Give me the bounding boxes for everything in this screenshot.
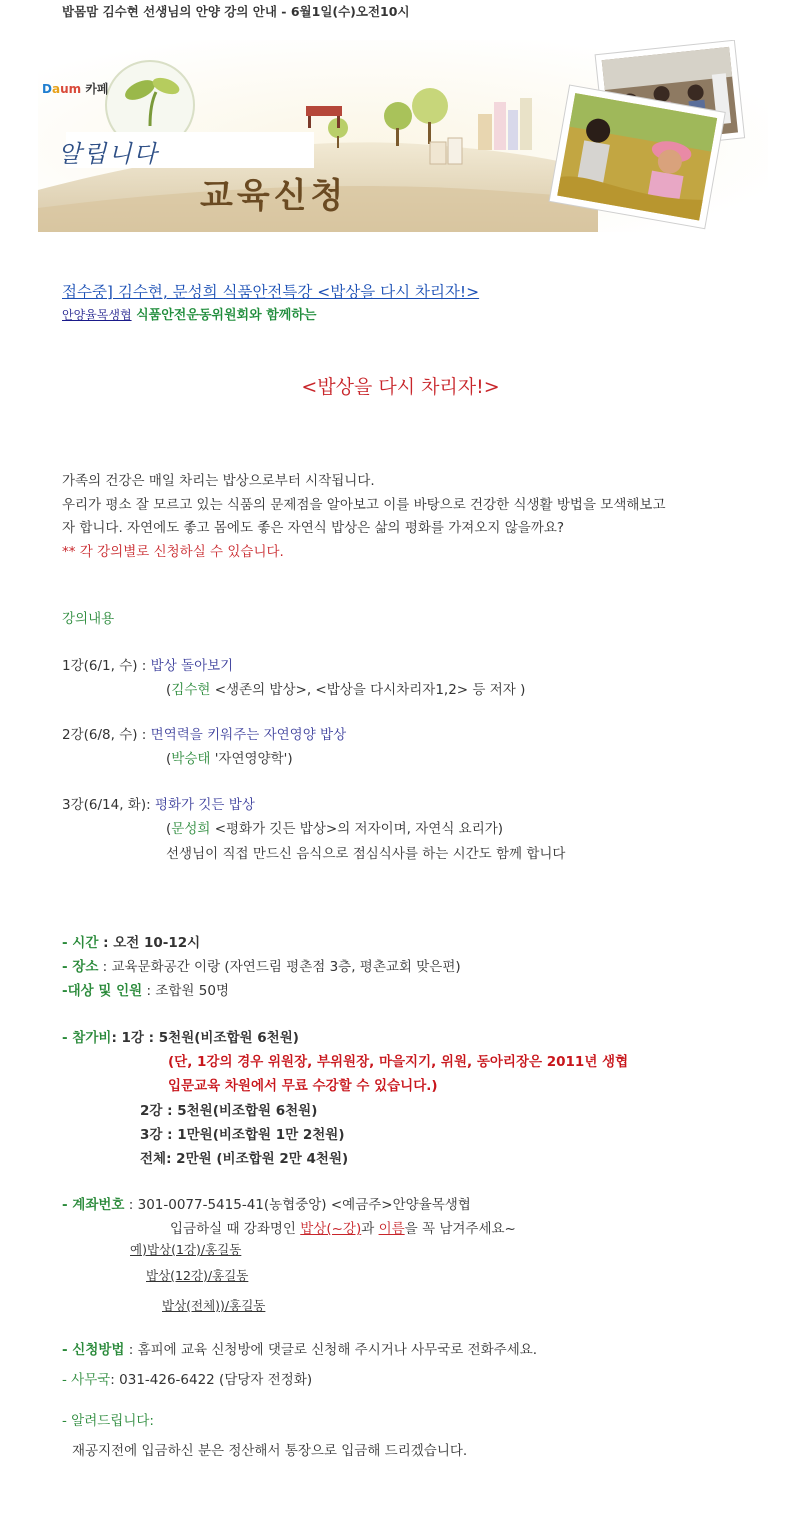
notice-text: 재공지전에 입금하신 분은 정산해서 통장으로 입금해 드리겠습니다. — [72, 1443, 468, 1459]
fee-row-1: - 참가비: 1강 : 5천원(비조합원 6천원) — [62, 1030, 299, 1046]
lecture-1-title: 1강(6/1, 수) : 밥상 돌아보기 — [62, 658, 234, 674]
headline-link[interactable]: 접수중] 김수현, 문성희 식품안전특강 <밥상을 다시 차리자!> — [62, 283, 480, 301]
lecture-3-title: 3강(6/14, 화): 평화가 깃든 밥상 — [62, 797, 255, 813]
lecture-2-speaker: (박승태 '자연영양학') — [166, 751, 293, 767]
office-row: - 사무국: 031-426-6422 (담당자 전정화) — [62, 1372, 313, 1388]
intro-line-2: 우리가 평소 잘 모르고 있는 식품의 문제점을 알아보고 이를 바탕으로 건강한 식생활 방법을 모색해보고 — [62, 497, 666, 513]
subheadline: 안양율목생협 식품안전운동위원회와 함께하는 — [62, 308, 317, 323]
coop-link[interactable]: 안양율목생협 — [62, 308, 132, 322]
lecture-2-title: 2강(6/8, 수) : 면역력을 키워주는 자연영양 밥상 — [62, 727, 347, 743]
lecture-1-speaker: (김수현 <생존의 밥상>, <밥상을 다시차리자1,2> 등 저자 ) — [166, 682, 526, 698]
announce-text: 알립니다 — [58, 140, 159, 168]
lecture-3-extra: 선생님이 직접 만드신 음식으로 점심식사를 하는 시간도 함께 합니다 — [166, 846, 566, 862]
place-row: - 장소 : 교육문화공간 이랑 (자연드림 평촌점 3층, 평촌교회 맞은편) — [62, 959, 461, 975]
target-row: -대상 및 인원 : 조합원 50명 — [62, 983, 229, 999]
account-hint: 입금하실 때 강좌명인 밥상(~강)과 이름을 꼭 남겨주세요~ — [170, 1221, 516, 1237]
daum-cafe-logo: Daum 카페 — [42, 82, 109, 96]
lecture-3-speaker: (문성희 <평화가 깃든 밥상>의 저자이며, 자연식 요리가) — [166, 821, 504, 837]
main-title: <밥상을 다시 차리자!> — [301, 376, 500, 398]
intro-line-3: 자 합니다. 자연에도 좋고 몸에도 좋은 자연식 밥상은 삶의 평화를 가져오지 않을까요? — [62, 520, 565, 536]
example-1: 예)밥상(1강)/홍길동 — [130, 1242, 242, 1257]
fee-note-2: 입문교육 차원에서 무료 수강할 수 있습니다.) — [168, 1078, 438, 1094]
apply-row: - 신청방법 : 홈피에 교육 신청방에 댓글로 신청해 주시거나 사무국로 전화주세요. — [62, 1342, 538, 1358]
intro-line-1: 가족의 건강은 매일 차리는 밥상으로부터 시작됩니다. — [62, 473, 375, 489]
fee-row-2: 2강 : 5천원(비조합원 6천원) — [140, 1103, 318, 1119]
education-banner — [38, 40, 768, 232]
notice-label: - 알려드립니다: — [62, 1413, 154, 1429]
lectures-heading: 강의내용 — [62, 611, 115, 627]
example-3: 밥상(전체))/홍길동 — [162, 1298, 266, 1313]
time-row: - 시간 : 오전 10-12시 — [62, 935, 201, 951]
fee-row-all: 전체: 2만원 (비조합원 2만 4천원) — [140, 1151, 349, 1167]
example-2: 밥상(12강)/홍길동 — [146, 1268, 249, 1283]
fee-row-3: 3강 : 1만원(비조합원 1만 2천원) — [140, 1127, 345, 1143]
account-row: - 계좌번호 : 301-0077-5415-41(농협중앙) <예금주>안양율목생협 — [62, 1197, 471, 1213]
fee-note-1: (단, 1강의 경우 위원장, 부위원장, 마을지기, 위원, 동아리장은 2011년 생협 — [168, 1054, 629, 1070]
education-title: 교육신청 — [200, 176, 348, 216]
intro-notice: ** 각 강의별로 신청하실 수 있습니다. — [62, 544, 284, 560]
post-title: 밥몸맘 김수현 선생님의 안양 강의 안내 - 6월1일(수)오전10시 — [62, 4, 410, 19]
